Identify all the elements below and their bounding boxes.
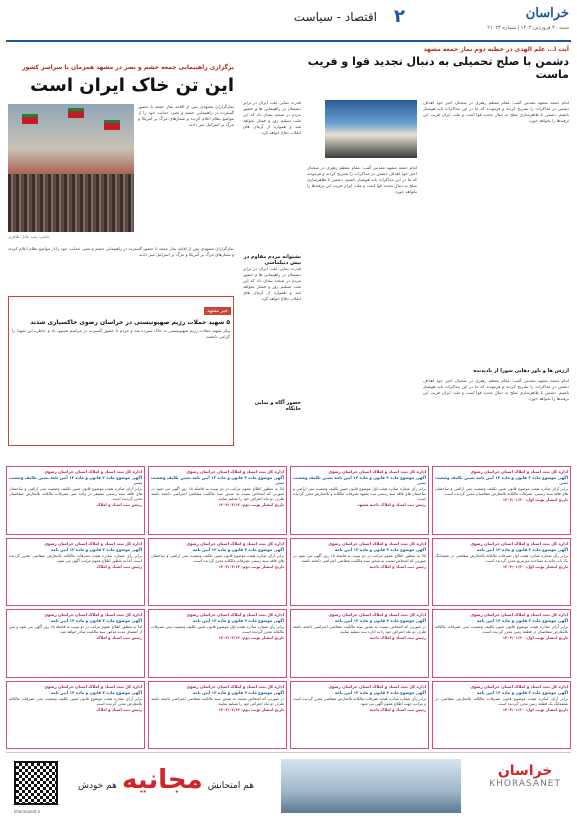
legal-ad: [290, 466, 429, 535]
ship-image: [281, 759, 461, 813]
ad-title: اداره کل ثبت اسناد و املاک استان خراسان رضوی: [328, 540, 426, 546]
news-brief-box: [8, 296, 234, 446]
ad-subtitle: آگهی موضوع ماده ۳ قانون و ماده ۱۳ آیین نامه: [50, 689, 142, 695]
ad-body: در صورتی که اشخاص نسبت به صدور سند مالکیت متقاضی اعتراضی داشته باشند ظرف دو ماه اعتراض خود را تسلیم نمایند.: [151, 695, 284, 706]
ad-footer: تاریخ انتشار نوبت دوم: ۱۴۰۴/۰۲/۱۴: [218, 563, 284, 569]
promo-free-word: مجانیه: [121, 765, 203, 795]
ad-footer: تاریخ انتشار نوبت دوم: ۱۴۰۴/۰۲/۱۴: [218, 635, 284, 640]
left-story-headline: این تن خاک ایران است: [30, 75, 234, 96]
promo-sub-left: هم خودش: [78, 781, 117, 791]
ad-body: لذا به منظور اطلاع عموم مراتب در دو نوبت به فاصله ۱۵ روز آگهی می شود در صورتی که اشخاص نسبت به صدور سند مالکیت متقاضی اعتراضی داشته باشند.: [293, 552, 426, 563]
ad-footer: تاریخ انتشار نوبت دوم: ۱۴۰۴/۰۲/۱۴: [218, 502, 284, 507]
ad-title: اداره کل ثبت اسناد و املاک استان خراسان رضوی: [328, 469, 426, 474]
ad-footer: رئیس ثبت اسناد و املاک ناحیه: [369, 635, 426, 640]
brand-fa: خراسان: [497, 763, 553, 779]
ad-footer: رئیس ثبت اسناد و املاک: [96, 635, 142, 640]
ad-subtitle: آگهی موضوع ماده ۳ قانون و ماده ۱۳ آیین نامه: [334, 546, 426, 552]
mid-story-body-2: قدرت نمایی ملت ایران در برابر دشمنان در راهپیمایی ها و حضور مردم در صحنه نشان داد که این ملت تسلیم زور و فشار نخواهد شد و همواره از آرمان های انقلاب دفاع خواهد کرد.: [243, 266, 301, 301]
ad-body: برابر رأی شماره صادره هیئت اول موضوع قانون تعیین تکلیف وضعیت ثبتی تصرفات مالکانه محرز گردیده است.: [151, 624, 284, 634]
brand-block: [489, 763, 561, 789]
ad-title: اداره کل ثبت اسناد و املاک استان خراسان رضوی: [44, 469, 142, 474]
ad-body: لذا به منظور اطلاع عموم مراتب در دو نوبت به فاصله ۱۵ روز آگهی می شود در صورتی که اشخاص نسبت به صدور سند مالکیت متقاضی اعتراضی داشته باشند ظرف دو ماه اعتراض خود را تسلیم نمایند.: [151, 486, 284, 501]
section-title: اقتصاد - سیاست: [293, 10, 377, 24]
legal-ad: [6, 466, 145, 535]
ad-title: اداره کل ثبت اسناد و املاک استان خراسان رضوی: [470, 683, 568, 689]
legal-ads-grid: [6, 466, 571, 749]
ad-title: اداره کل ثبت اسناد و املاک استان خراسان رضوی: [470, 540, 568, 546]
left-story-kicker: برگزاری راهپیمایی جمعه خشم و نصر در مشهد همزمان با سراسر کشور: [22, 64, 234, 71]
legal-ad: [148, 681, 287, 750]
mid-story-body: قدرت نمایی ملت ایران در برابر دشمنان در راهپیمایی ها و حضور مردم در صحنه نشان داد که این ملت تسلیم زور و فشار نخواهد شد و همواره از آرمان های انقلاب دفاع خواهد کرد.: [243, 100, 301, 135]
legal-ad: [290, 681, 429, 750]
ad-subtitle: آگهی موضوع ماده ۳ قانون و ماده ۱۳ آیین نامه: [334, 689, 426, 695]
left-story-body-2: نمازگزاران مشهدی پس از اقامه نماز جمعه با حضور گسترده در راهپیمایی خشم و نصر، حمایت خود را از مواضع نظام اعلام کردند و شعارهای مرگ بر آمریکا و مرگ بر اسرائیل سر دادند.: [8, 246, 234, 257]
brief-label: خبر مشهد: [204, 307, 231, 315]
left-story-header: [8, 64, 234, 100]
ad-subtitle: آگهی موضوع ماده ۳ قانون و ماده ۱۳ آیین نامه: [192, 689, 284, 695]
promo-text: [66, 765, 266, 795]
ad-footer: تاریخ انتشار نوبت اول: ۱۴۰۴/۰۱/۳۰: [502, 635, 568, 640]
page-header: [0, 0, 577, 42]
ad-body: برابر رأی شماره صادره هیئت اول موضوع قانون تعیین تکلیف وضعیت ثبتی اراضی و ساختمان های فاقد سند رسمی ثبت مشهد تصرفات مالکانه و بلامعارض محرز گردیده است.: [293, 486, 426, 501]
ad-body: برابر رأی شماره صادره هیئت اول تصرفات مالکانه بلامعارض متقاضی در ششدانگ یک باب خانه به مساحت مترمربع محرز گردیده است.: [435, 552, 568, 563]
ad-footer: رئیس ثبت اسناد و املاک ناحیه: [369, 706, 426, 712]
legal-ad: [148, 466, 287, 535]
ad-footer: تاریخ انتشار نوبت اول: ۱۴۰۴/۰۱/۳۰: [502, 706, 568, 712]
crowd-graphic: [8, 174, 134, 232]
ad-footer: رئیس ثبت اسناد و املاک: [96, 706, 142, 712]
ad-body: برابر آرای صادره هیئت موضوع قانون تعیین تکلیف وضعیت ثبتی اراضی و ساختمان های فاقد سند رسمی، تصرفات مالکانه بلامعارض متقاضیان محرز گردیده است.: [435, 486, 568, 496]
ad-title: اداره کل ثبت اسناد و املاک استان خراسان رضوی: [186, 612, 284, 617]
ad-subtitle: آگهی موضوع ماده ۳ قانون و ماده ۱۳ آیین نامه تعیین تکلیف وضعیت ثبتی: [293, 475, 426, 485]
ad-title: اداره کل ثبت اسناد و املاک استان خراسان رضوی: [470, 469, 568, 474]
promo-banner: [6, 752, 571, 818]
brief-body: پیکر شهید حملات رژیم صهیونیستی به خاک سپرده شد و مردم با حضور گسترده در مراسم تشییع، یاد و خاطره این شهدا را گرامی داشتند.: [12, 328, 230, 339]
ad-body: در صورتی که اشخاص نسبت به صدور سند مالکیت متقاضی اعتراضی داشته باشند ظرف دو ماه اعتراض خود را به اداره ثبت تسلیم نمایند.: [293, 624, 426, 634]
ad-footer: رئیس ثبت اسناد و املاک: [96, 502, 142, 507]
ad-title: اداره کل ثبت اسناد و املاک استان خراسان رضوی: [186, 469, 284, 474]
ad-footer: تاریخ انتشار نوبت دوم: ۱۴۰۴/۰۲/۱۴: [218, 706, 284, 712]
left-story-body: نمازگزاران مشهدی پس از اقامه نماز جمعه با حضور گسترده در راهپیمایی خشم و نصر، حمایت خود را از مواضع نظام اعلام کردند و شعارهای مرگ بر آمریکا و مرگ بر اسرائیل سر دادند.: [138, 104, 234, 127]
ad-body: برابر آرای صادره هیئت موضوع قانون تعیین تکلیف وضعیت ثبتی تصرفات مالکانه بلامعارض محرز گردیده است.: [9, 695, 142, 706]
brief-title: ۵ شهید حملات رژیم صهیونیستی در خراسان رضوی خاکسپاری شدند: [30, 319, 230, 326]
ad-footer: رئیس ثبت اسناد و املاک: [96, 563, 142, 569]
right-story-body-3: امام جمعه مشهد مقدس گفت: مقام معظم رهبری در سخنان اخیر خود اهداف دشمن در مذاکرات را تشریح کردند و فرمودند که ما در این مذاکرات باید هوشیار باشیم. دشمن با ظاهرسازی صلح به دنبال تجدید قوا است و ملت ایران فریب این ترفندها را نخواهد خورد.: [423, 378, 569, 401]
ad-title: اداره کل ثبت اسناد و املاک استان خراسان رضوی: [186, 683, 284, 689]
ad-body: برابر رأی شماره صادره هیئت تصرفات مالکانه بلامعارض متقاضی محرز گردیده است و مراتب جهت اطلاع عموم آگهی می شود.: [293, 695, 426, 706]
ad-body: لذا به منظور اطلاع عموم مراتب در دو نوبت به فاصله ۱۵ روز آگهی می شود و پس از انقضای مدت مذکور سند مالکیت صادر خواهد شد.: [9, 624, 142, 634]
promo-sub-right: هم امتحانش: [207, 781, 254, 791]
right-story-body: امام جمعه مشهد مقدس گفت: مقام معظم رهبری در سخنان اخیر خود اهداف دشمن در مذاکرات را تشریح کردند و فرمودند که ما در این مذاکرات باید هوشیار باشیم. دشمن با ظاهرسازی صلح به دنبال تجدید قوا است و ملت ایران فریب این ترفندها را نخواهد خورد.: [423, 100, 569, 123]
ad-subtitle: آگهی موضوع ماده ۳ قانون و ماده ۱۳ آیین نامه تعیین تکلیف وضعیت ثبتی: [151, 475, 284, 485]
legal-ad: [290, 538, 429, 607]
ad-footer: تاریخ انتشار نوبت اول: ۱۴۰۴/۰۱/۳۰: [502, 497, 568, 502]
issue-meta: شنبه ۳۰ فروردین ۱۴۰۴ | شماره ۲۱۰۲۳: [487, 25, 569, 31]
mid-story-subhead-1: پشتوانه مردم مقاوم در پیش دیپلماسی: [243, 254, 301, 266]
ad-title: اداره کل ثبت اسناد و املاک استان خراسان رضوی: [328, 683, 426, 689]
ad-subtitle: آگهی موضوع ماده ۳ قانون و ماده ۱۳ آیین نامه تعیین تکلیف وضعیت ثبتی: [9, 475, 142, 485]
flag-icon: [22, 114, 38, 124]
legal-ad: [432, 681, 571, 750]
ad-footer: رئیس ثبت اسناد و املاک ناحیه مشهد: [357, 502, 426, 507]
legal-ad: [290, 609, 429, 678]
ad-subtitle: آگهی موضوع ماده ۳ قانون و ماده ۱۳ آیین نامه: [192, 618, 284, 623]
qr-code[interactable]: [14, 761, 58, 805]
right-story-headline: دشمن با صلح تحمیلی به دنبال تجدید قوا و فریب ماست: [307, 55, 569, 81]
ad-title: اداره کل ثبت اسناد و املاک استان خراسان رضوی: [44, 612, 142, 617]
mid-story-subhead-2: حضور آگاه و نمایی جایگاه: [254, 400, 301, 412]
right-story-subhead: ارزش ها و باور دهانی شورا از نادیدنده: [473, 368, 569, 374]
brand-url[interactable]: khorasanet.ir: [14, 809, 41, 814]
right-story-header: [306, 46, 569, 81]
ad-body: برابر آرای صادره هیئت موضوع قانون تعیین تکلیف وضعیت ثبتی تصرفات مالکانه بلامعارض متقاضیان در قطعه زمین محرز گردیده است.: [435, 624, 568, 634]
ad-footer: تاریخ انتشار نوبت اول: ۱۴۰۴/۰۱/۳۰: [502, 563, 568, 569]
brand-en: KHORASANET: [489, 779, 561, 789]
ad-body: برابر آرای صادره هیئت موضوع قانون تعیین تکلیف وضعیت ثبتی اراضی و ساختمان های فاقد سند رسمی مستقر در واحد ثبتی تصرفات مالکانه بلامعارض متقاضیان محرز گردیده است.: [9, 486, 142, 501]
legal-ad: [148, 538, 287, 607]
legal-ad: [6, 609, 145, 678]
ad-subtitle: آگهی موضوع ماده ۳ قانون و ماده ۱۳ آیین نامه: [50, 546, 142, 552]
ad-subtitle: آگهی موضوع ماده ۳ قانون و ماده ۱۳ آیین نامه: [476, 546, 568, 552]
legal-ad: [432, 609, 571, 678]
ad-subtitle: آگهی موضوع ماده ۳ قانون و ماده ۱۳ آیین نامه: [334, 618, 426, 623]
ad-body: برابر رأی شماره صادره هیئت تصرفات مالکانه بلامعارض متقاضی محرز گردیده است. لذا به منظور اطلاع عموم مراتب آگهی می شود.: [9, 552, 142, 563]
ad-subtitle: آگهی موضوع ماده ۳ قانون و ماده ۱۳ آیین نامه تعیین تکلیف وضعیت ثبتی: [435, 475, 568, 485]
legal-ad: [6, 538, 145, 607]
right-story-body-2: امام جمعه مشهد مقدس گفت: مقام معظم رهبری در سخنان اخیر خود اهداف دشمن در مذاکرات را تشریح کردند و فرمودند که ما در این مذاکرات باید هوشیار باشیم. دشمن با ظاهرسازی صلح به دنبال تجدید قوا است و ملت ایران فریب این ترفندها را نخواهد خورد.: [307, 165, 417, 194]
legal-ad: [6, 681, 145, 750]
ad-title: اداره کل ثبت اسناد و املاک استان خراسان رضوی: [470, 612, 568, 617]
legal-ad: [432, 538, 571, 607]
ad-subtitle: آگهی موضوع ماده ۳ قانون و ماده ۱۳ آیین نامه: [476, 689, 568, 695]
ad-body: برابر آرای صادره هیئت موضوع قانون تعیین تکلیف وضعیت ثبتی اراضی و ساختمان های فاقد سند رسمی تصرفات مالکانه محرز گردیده است.: [151, 552, 284, 563]
ad-title: اداره کل ثبت اسناد و املاک استان خراسان رضوی: [44, 540, 142, 546]
page-number: ۲: [394, 6, 405, 27]
ad-body: برابر آرای صادره هیئت موضوع قانون تصرفات مالکانه بلامعارض متقاضی در ششدانگ یک قطعه زمین محرز گردیده است.: [435, 695, 568, 706]
ad-title: اداره کل ثبت اسناد و املاک استان خراسان رضوی: [44, 683, 142, 689]
right-story-kicker: آیت ا... علم الهدی در خطبه دوم نماز جمعه مشهد: [423, 46, 569, 53]
newspaper-logo: خراسان: [525, 6, 569, 21]
ad-title: اداره کل ثبت اسناد و املاک استان خراسان رضوی: [328, 612, 426, 617]
cleric-photo: [325, 100, 417, 158]
ad-subtitle: آگهی موضوع ماده ۳ قانون و ماده ۱۳ آیین نامه: [192, 546, 284, 552]
ad-footer: رئیس ثبت اسناد و املاک ناحیه: [369, 563, 426, 569]
header-rule: [6, 40, 571, 42]
ad-subtitle: آگهی موضوع ماده ۳ قانون و ماده ۱۳ آیین نامه: [50, 618, 142, 623]
flag-icon: [68, 108, 84, 118]
rally-photo: [8, 104, 134, 232]
photo-caption: عکس: سید عادل طاهری: [8, 234, 50, 239]
ad-subtitle: آگهی موضوع ماده ۳ قانون و ماده ۱۳ آیین نامه: [476, 618, 568, 623]
ad-title: اداره کل ثبت اسناد و املاک استان خراسان رضوی: [186, 540, 284, 546]
legal-ad: [148, 609, 287, 678]
legal-ad: [432, 466, 571, 535]
flag-icon: [104, 120, 120, 130]
